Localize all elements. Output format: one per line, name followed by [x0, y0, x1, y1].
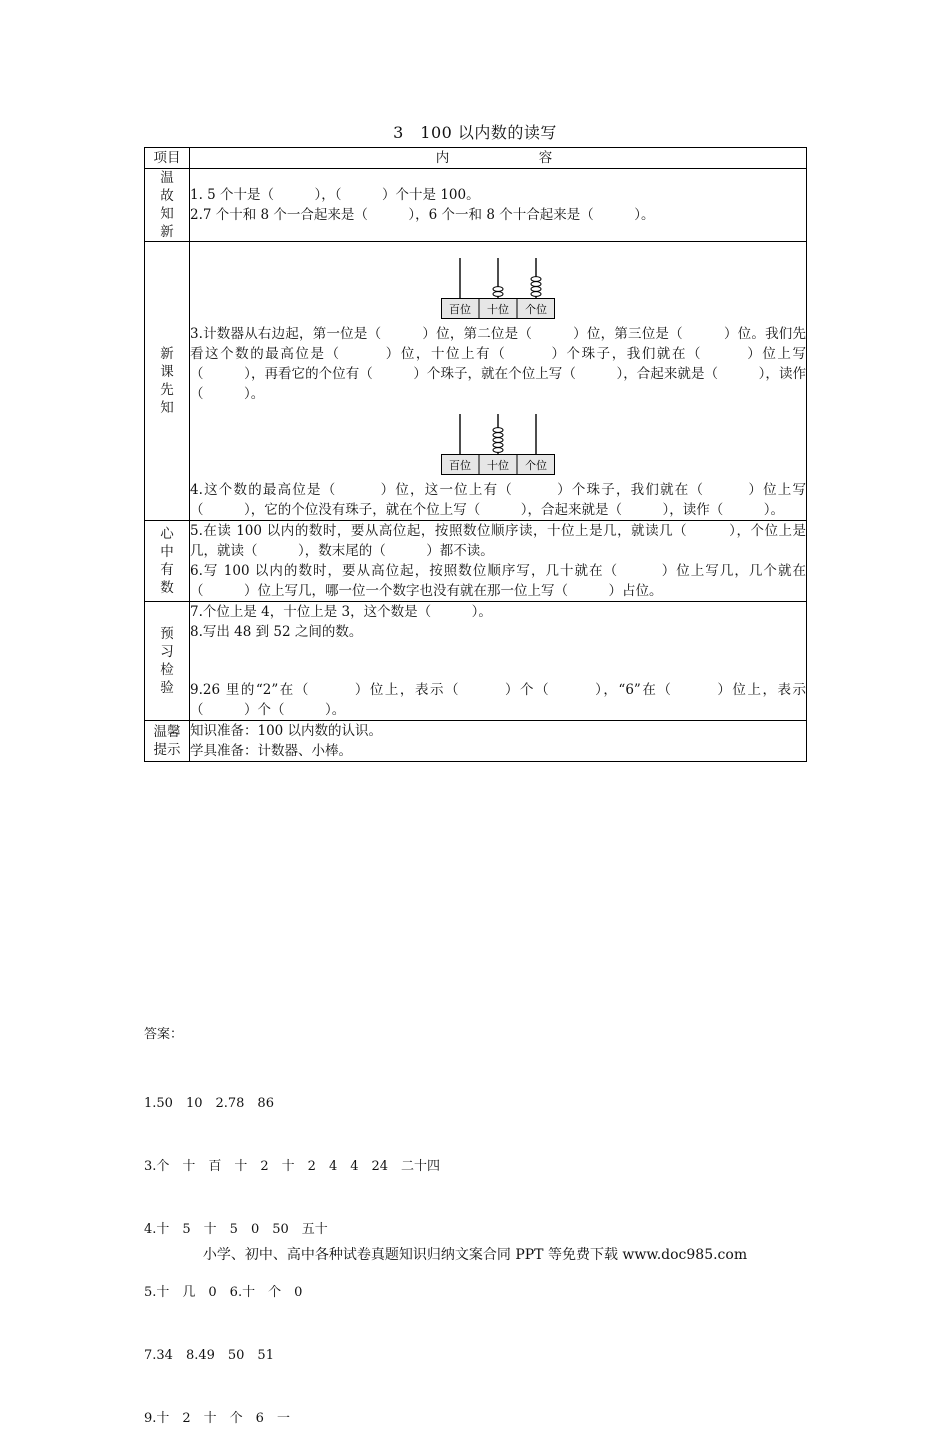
- question-3: 3.计数器从右边起，第一位是（ ）位，第二位是（ ）位，第三位是（ ）位。我们先看这个数的最高位是（ ）位，十位上有（ ）个珠子，我们就在（ ）位上写（ ），再看它的个位有（ ）个珠子，就在个位上写（ ），合起来就是（ ），读作（ ）。: [190, 326, 806, 402]
- row-content-warmup: [190, 169, 807, 242]
- question-1: 1. 5 个十是（ ），（ ）个十是 100。: [190, 187, 480, 203]
- abacus-figure-2: [190, 412, 806, 476]
- svg-text:百位: 百位: [449, 303, 471, 316]
- footer-text: 小学、初中、高中各种试卷真题知识归纳文案合同 PPT 等免费下载 www.doc985.com: [202, 1247, 748, 1263]
- row-label-warmup: 温 故 知 新: [145, 169, 190, 242]
- abacus-counter-24: [441, 256, 555, 320]
- row-label-tips: 温馨 提示: [145, 721, 190, 762]
- row-label-preview: 预 习 检 验: [145, 602, 190, 721]
- tip-knowledge: 知识准备：100 以内数的认识。: [190, 723, 383, 739]
- worksheet-table: [144, 147, 807, 762]
- answer-key: [144, 982, 440, 1450]
- row-content-newlesson: [190, 242, 807, 521]
- tip-tools: 学具准备：计数器、小棒。: [190, 743, 352, 759]
- answer-line: 3.个 十 百 十 2 十 2 4 4 24 二十四: [144, 1159, 441, 1174]
- answer-title: 答案：: [144, 1027, 184, 1042]
- row-content-tips: [190, 721, 807, 762]
- question-4: 4.这个数的最高位是（ ）位，这一位上有（ ）个珠子，我们就在（ ）位上写（ ），它的个位没有珠子，就在个位上写（ ），合起来就是（ ），读作（ ）。: [190, 482, 806, 518]
- header-content: 内 容: [190, 148, 807, 169]
- row-content-preview: [190, 602, 807, 721]
- row-newlesson: [145, 242, 807, 521]
- answer-line: 7.34 8.49 50 51: [144, 1348, 274, 1363]
- answer-line: 4.十 5 十 5 0 50 五十: [144, 1222, 328, 1237]
- page-title: 3 100 以内数的读写: [393, 123, 557, 142]
- answer-line: 9.十 2 十 个 6 一: [144, 1411, 290, 1426]
- row-warmup: [145, 169, 807, 242]
- row-label-newlesson: 新 课 先 知: [145, 242, 190, 521]
- row-content-summary: [190, 521, 807, 602]
- row-preview: [145, 602, 807, 721]
- svg-text:百位: 百位: [449, 459, 471, 472]
- question-2: 2.7 个十和 8 个一合起来是（ ），6 个一和 8 个十合起来是（ ）。: [190, 207, 655, 223]
- row-tips: [145, 721, 807, 762]
- svg-text:个位: 个位: [525, 303, 547, 316]
- abacus-figure-1: [190, 256, 806, 320]
- header-item: 项目: [145, 148, 190, 169]
- question-5: 5.在读 100 以内的数时，要从高位起，按照数位顺序读，十位上是几，就读几（ ），个位上是几，就读（ ），数末尾的（ ）都不读。: [190, 523, 806, 559]
- answer-line: 5.十 几 0 6.十 个 0: [144, 1285, 303, 1300]
- svg-text:十位: 十位: [487, 303, 509, 316]
- row-summary: [145, 521, 807, 602]
- abacus-counter-50: [441, 412, 555, 476]
- question-9: 9.26 里的“2”在（ ）位上，表示（ ）个（ ），“6”在（ ）位上，表示（ ）个（ ）。: [190, 682, 806, 718]
- svg-text:十位: 十位: [487, 459, 509, 472]
- table-header-row: [145, 148, 807, 169]
- question-6: 6.写 100 以内的数时，要从高位起，按照数位顺序写，几十就在（ ）位上写几，几个就在（ ）位上写几，哪一位一个数字也没有就在那一位上写（ ）占位。: [190, 563, 806, 599]
- answer-space: [190, 642, 806, 680]
- question-8: 8.写出 48 到 52 之间的数。: [190, 624, 363, 640]
- question-7: 7.个位上是 4，十位上是 3，这个数是（ ）。: [190, 604, 492, 620]
- answer-line: 1.50 10 2.78 86: [144, 1096, 274, 1111]
- svg-text:个位: 个位: [525, 459, 547, 472]
- row-label-summary: 心 中 有 数: [145, 521, 190, 602]
